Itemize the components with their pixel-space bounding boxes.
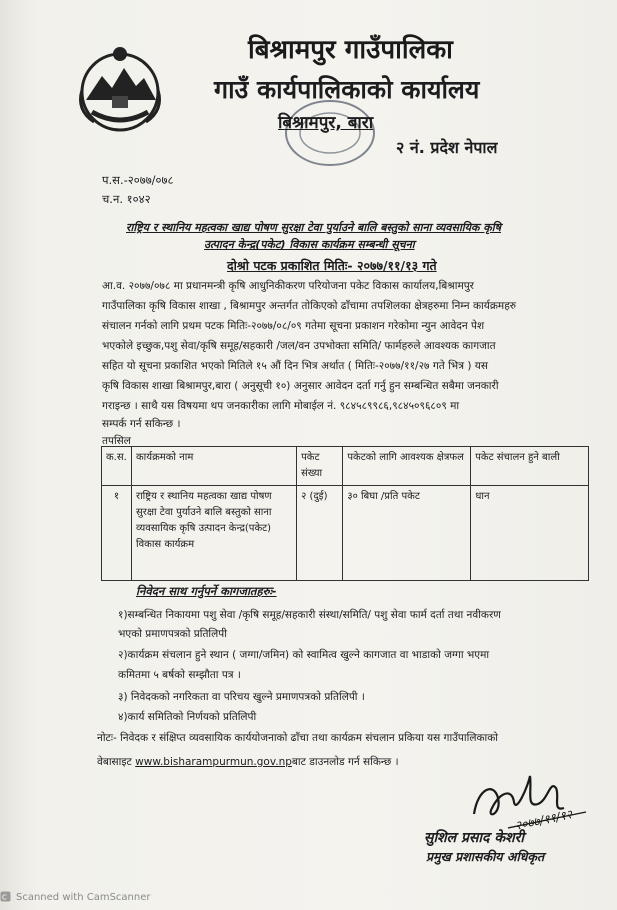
body-line: सम्पर्क गर्न सकिन्छ ।	[102, 418, 181, 430]
body-line: गाउँपालिका कृषि विकास शाखा , बिश्रामपुर अन्तर्गत तोकिएको ढाँचामा तपशिलका क्षेत्रहरुमा निम्न कार्यक्रमहरु	[102, 300, 517, 312]
body-line: सहित यो सूचना प्रकाशित भएको मितिले १५ औं दिन भित्र अर्थात ( मितिः-२०७७/११/२७ गते भित्र ) यस	[102, 360, 488, 372]
website-link[interactable]: www.bisharampurmun.gov.np	[135, 756, 292, 768]
doc-item: १)सम्बन्धित निकायमा पशु सेवा /कृषि समूह/सहकारी संस्था/समिति/ पशु सेवा फार्म दर्ता तथा नवीकरण	[118, 609, 501, 621]
body-line: आ.व. २०७७/०७८ मा प्रधानमन्त्री कृषि आधुनिकीकरण परियोजना पकेट विकास कार्यालय,बिश्रामपुर	[102, 280, 474, 292]
nepal-government-emblem-icon	[72, 40, 168, 136]
cell-crop: धान	[471, 486, 589, 581]
fiscal-year-ref: प.स.-२०७७/०७८	[102, 173, 174, 187]
doc-item: कमितमा ५ बर्षको सम्झौता पत्र ।	[118, 669, 241, 681]
signature-date: २०७७/११/१२	[513, 807, 574, 833]
svg-text:C: C	[2, 893, 7, 902]
doc-item: ३) निवेदकको नगरिकता वा परिचय खुल्ने प्रमाणपत्रको प्रतिलिपी ।	[118, 691, 365, 703]
dispatch-number: च.न. १०४२	[102, 192, 151, 206]
body-line: कृषि विकास शाखा बिश्रामपुर,बारा ( अनुसूची १०) अनुसार आवेदन दर्ता गर्नु हुन सम्बन्धित सबैमा जनकारी	[102, 380, 499, 392]
office-address	[278, 110, 373, 133]
cell-area: ३० बिघा /प्रति पकेट	[343, 486, 471, 581]
header-area: पकेटको लागि आवश्यक क्षेत्रफल	[343, 447, 471, 486]
province-label: २ नं. प्रदेश नेपाल	[396, 138, 498, 157]
address-text: बिश्रामपुर, बारा	[278, 113, 374, 133]
required-docs-title: निवेदन साथ गर्नुपर्ने कागजातहरुः-	[136, 584, 277, 598]
municipality-name: बिश्रामपुर गाउँपालिका	[248, 35, 453, 65]
note-suffix: बाट डाउनलोड गर्न सकिन्छ ।	[291, 756, 399, 768]
cell-pocket-count: २ (दुई)	[297, 486, 343, 581]
header-program: कार्यक्रमको नाम	[132, 447, 297, 486]
table-header-row	[102, 447, 589, 486]
header-pocket-count: पकेट संख्या	[297, 447, 343, 486]
cell-program: राष्ट्रिय र स्थानिय महत्वका खाद्य पोषण सुरक्षा टेवा पुर्याउने बालि बस्तुको साना व्यवसायिक कृषि उत्पादन केन्द्र(पकेट) विकास कार्यक्रम	[132, 486, 297, 581]
notice-title-line1: राष्ट्रिय र स्थानिय महत्वका खाद्य पोषण सुरक्षा टेवा पुर्याउने बालि बस्तुको साना व्यवसायिक कृषि	[126, 221, 501, 234]
doc-item: ४)कार्य समितिको निर्णयको प्रतिलिपी	[118, 711, 257, 723]
header-crop: पकेट संचालन हुने बाली	[471, 447, 589, 486]
doc-item: २)कार्यक्रम संचलान हुने स्थान ( जग्गा/जमिन) को स्वामित्व खुल्ने कागजात वा भाडाको जग्गा भएमा	[118, 649, 490, 661]
header-sn: क.स.	[102, 447, 132, 486]
camscanner-watermark: Scanned with CamScanner	[16, 892, 151, 903]
camscanner-icon	[0, 891, 11, 902]
note-line1: नोटः- निवेदक र संक्षिप्त व्यवसायिक कार्ययोजनाको ढाँचा तथा कार्यक्रम संचलान प्रकिया यस गाउँपालिकाको	[97, 732, 499, 744]
program-table	[101, 446, 589, 581]
table-row	[102, 486, 589, 581]
cell-sn: १	[102, 486, 132, 581]
note-prefix: वेबासाइट	[97, 756, 136, 768]
body-line: गराइन्छ । साथै यस विषयमा थप जनकारीका लागि मोबाईल नं. ९८४५८९९८६,९८४५०९६८०९ मा	[102, 400, 460, 412]
doc-item: भएको प्रमाणपत्रको प्रतिलिपी	[118, 628, 227, 640]
office-stamp-icon	[282, 96, 378, 170]
table-caption: तपसिल	[102, 435, 131, 447]
notice-title-line2: उत्पादन केन्द्र(पकेट) विकास कार्यक्रम सम्बन्धी सूचना	[204, 238, 415, 251]
note-line2	[97, 755, 399, 769]
body-line: संचालन गर्नको लागि प्रथम पटक मितिः-२०७७/०८/०९ गतेमा सूचना प्रकाशन गरेकोमा न्युन आवेदन पेश	[102, 320, 485, 332]
signatory-post: प्रमुख प्रशासकीय अधिकृत	[426, 849, 545, 864]
office-name: गाउँ कार्यपालिकाको कार्यालय	[214, 75, 480, 104]
signatory-name: सुशिल प्रसाद केशरी	[424, 830, 524, 846]
body-line: भएकोले इच्छुक,पशु सेवा/कृषि समूह/सहकारी /जल/वन उपभोक्ता समिति/ फार्महरुले आवश्यक कागजात	[102, 340, 496, 352]
publication-date: दोश्रो पटक प्रकाशित मितिः- २०७७/११/१३ गते	[227, 258, 437, 273]
